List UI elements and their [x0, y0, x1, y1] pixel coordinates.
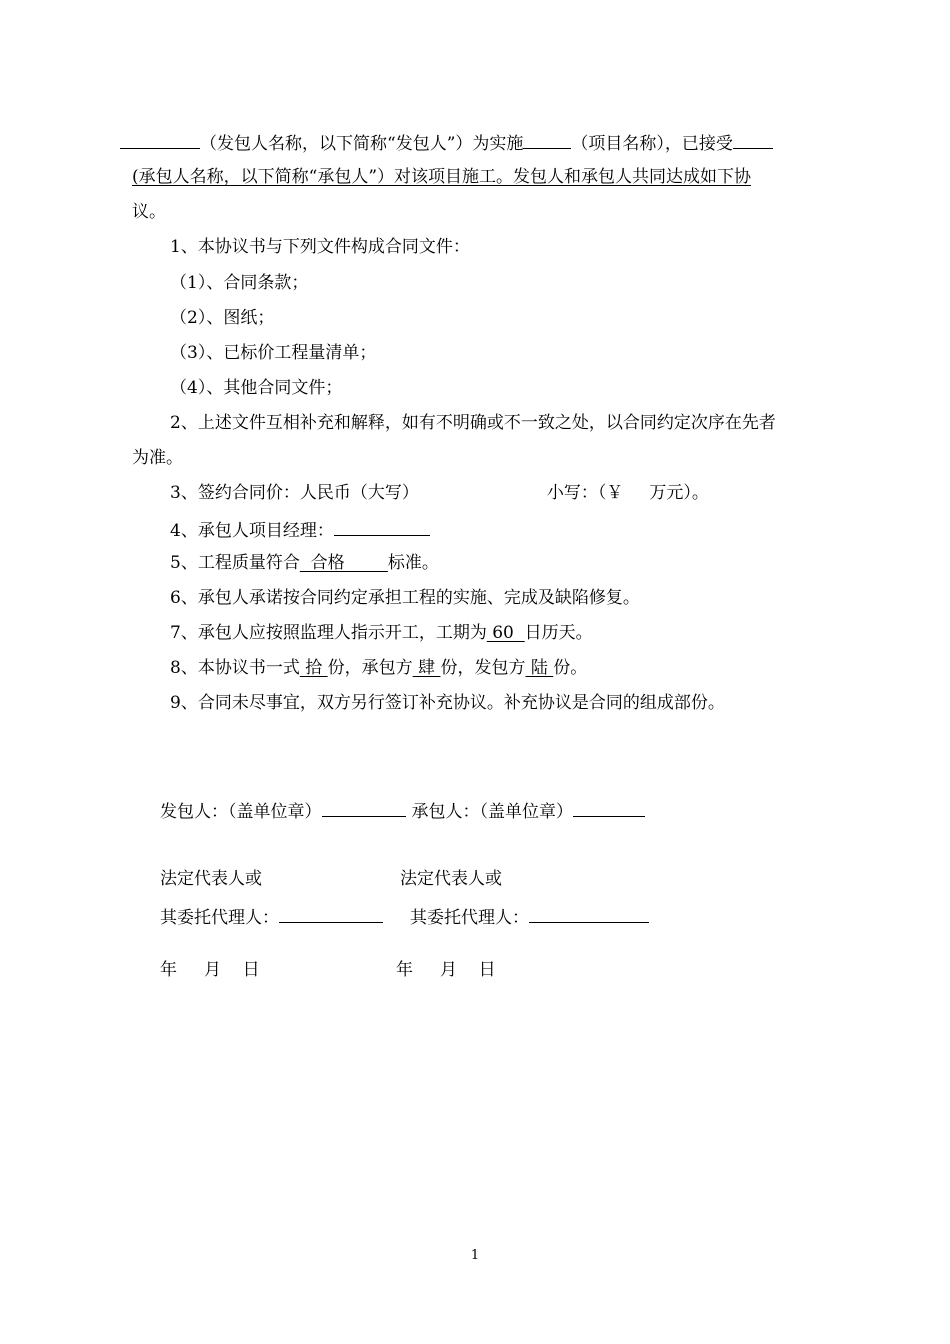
intro-seg-3: (承包人名称，以下简称“承包人”）对该项目施工。发包人和承包人共同达成如下协 — [132, 167, 752, 187]
employer-name-blank — [120, 130, 200, 149]
agent-right-label: 其委托代理人： — [410, 908, 529, 928]
copies-contractor-label: 份，承包方 — [327, 658, 413, 678]
duration-suffix: 日历天。 — [524, 623, 593, 643]
contractor-name-blank — [733, 130, 773, 149]
item-2-text-a: 2、上述文件互相补充和解释，如有不明确或不一致之处，以合同约定次序在先者 — [170, 413, 776, 433]
item-8 — [170, 657, 587, 679]
legal-rep-right — [400, 868, 502, 890]
employer-seal-label: 发包人：（盖单位章） — [160, 802, 322, 822]
copies-employer: 陆 — [525, 658, 554, 678]
signature-seal-row — [160, 798, 645, 823]
date-right — [396, 959, 496, 981]
sub-item-3-text: （3）、已标价工程量清单； — [170, 343, 377, 363]
agent-left — [160, 904, 383, 929]
legal-rep-left-text: 法定代表人或 — [160, 869, 262, 889]
sub-item-2-text: （2）、图纸； — [170, 308, 275, 328]
duration-value: 60 — [486, 623, 525, 643]
date-left-text: 年 月 日 — [160, 960, 260, 980]
intro-line-3 — [132, 201, 166, 223]
employer-seal-blank — [322, 798, 406, 817]
item-6-text: 6、承包人承诺按合同约定承担工程的实施、完成及缺陷修复。 — [170, 588, 640, 608]
quality-suffix: 标准。 — [387, 553, 439, 573]
item-1-text: 1、本协议书与下列文件构成合同文件： — [170, 237, 470, 257]
intro-seg-4: 议。 — [132, 202, 166, 222]
sub-item-4 — [170, 377, 342, 399]
sub-item-1-text: （1）、合同条款； — [170, 273, 309, 293]
duration-label: 7、承包人应按照监理人指示开工，工期为 — [170, 623, 487, 643]
item-2-line-1 — [170, 412, 776, 434]
item-9 — [170, 692, 725, 714]
sub-item-2 — [170, 307, 274, 329]
page-number: 1 — [470, 1248, 480, 1263]
contract-price-unit: 万元）。 — [649, 483, 709, 503]
item-4 — [170, 517, 430, 542]
intro-line-2 — [132, 166, 751, 188]
intro-line-1 — [120, 130, 773, 155]
item-7 — [170, 622, 593, 644]
project-manager-blank — [334, 517, 430, 536]
quality-value: 合格 — [299, 553, 388, 573]
item-9-text: 9、合同未尽事宜，双方另行签订补充协议。补充协议是合同的组成部份。 — [170, 693, 725, 713]
copies-suffix: 份。 — [553, 658, 588, 678]
contract-price-label: 3、签约合同价：人民币（大写） — [170, 483, 419, 503]
item-2-text-b: 为准。 — [132, 448, 183, 468]
sub-item-1 — [170, 272, 308, 294]
sub-item-3 — [170, 342, 376, 364]
copies-label: 8、本协议书一式 — [170, 658, 300, 678]
item-1 — [170, 236, 470, 258]
contract-price-small-label: 小写：（￥ — [546, 483, 624, 503]
sub-item-4-text: （4）、其他合同文件； — [170, 378, 343, 398]
project-manager-label: 4、承包人项目经理： — [170, 521, 334, 541]
legal-rep-right-text: 法定代表人或 — [400, 869, 502, 889]
item-6 — [170, 587, 640, 609]
copies-total: 拾 — [299, 658, 328, 678]
project-name-blank — [523, 130, 571, 149]
item-3 — [170, 482, 709, 504]
contractor-seal-label: 承包人：（盖单位章） — [411, 802, 573, 822]
intro-seg-1: （发包人名称，以下简称“发包人”）为实施 — [200, 134, 524, 154]
agent-left-blank — [279, 904, 383, 923]
intro-seg-2: （项目名称），已接受 — [571, 134, 733, 154]
item-5 — [170, 552, 439, 574]
item-2-line-2 — [132, 447, 183, 469]
contractor-seal-blank — [573, 798, 645, 817]
legal-rep-left — [160, 868, 262, 890]
date-left — [160, 959, 260, 981]
agent-left-label: 其委托代理人： — [160, 908, 279, 928]
date-right-text: 年 月 日 — [396, 960, 496, 980]
agent-right-blank — [529, 904, 649, 923]
quality-label: 5、工程质量符合 — [170, 553, 300, 573]
copies-employer-label: 份，发包方 — [440, 658, 526, 678]
copies-contractor: 肆 — [412, 658, 441, 678]
agent-right — [410, 904, 649, 929]
